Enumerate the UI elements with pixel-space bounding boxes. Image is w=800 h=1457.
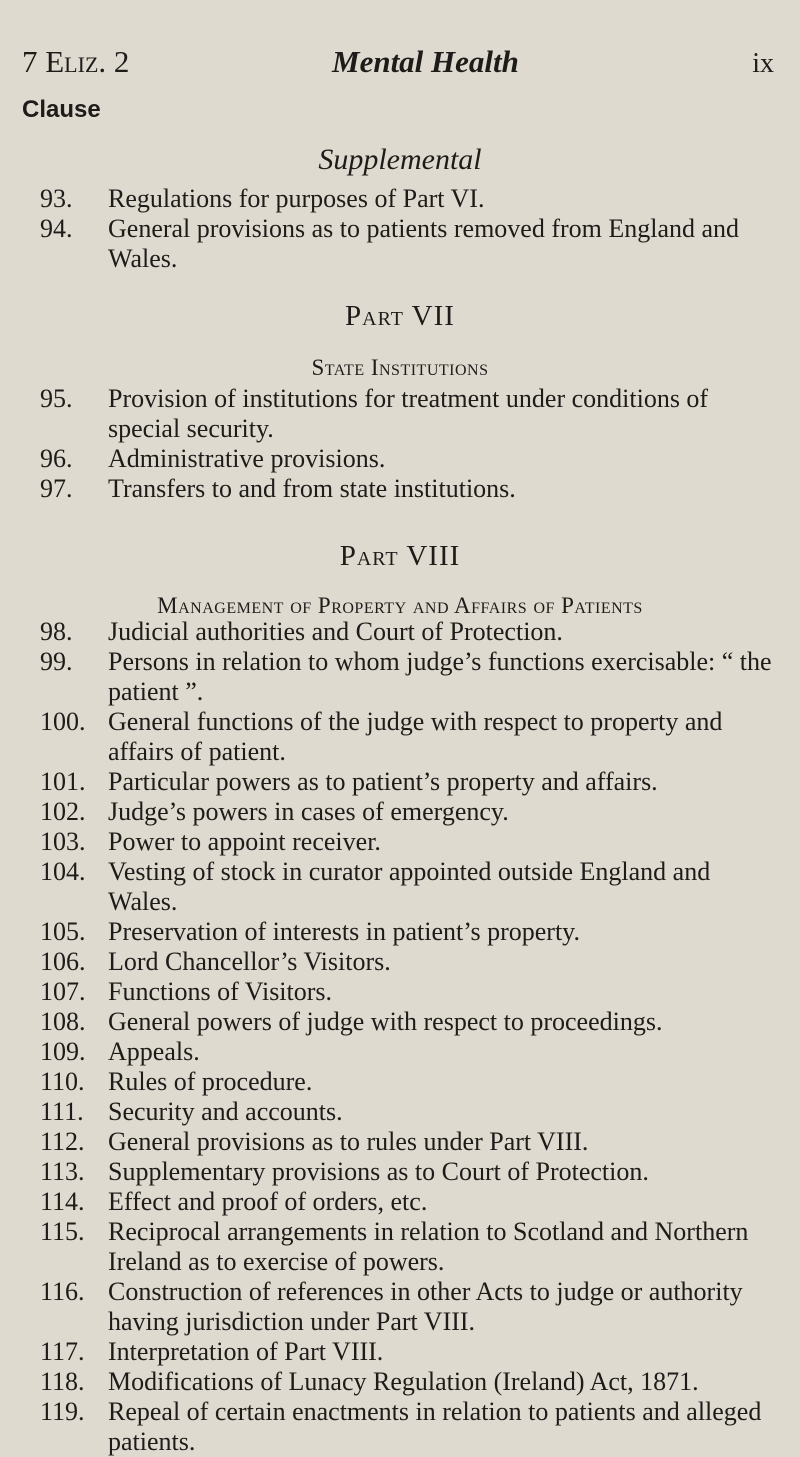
clause-number: 112.: [40, 1127, 85, 1156]
clause-number: 107.: [40, 977, 86, 1006]
clause-entry: [0, 1397, 800, 1457]
clause-entry: [0, 1367, 800, 1397]
clause-number: 119.: [40, 1397, 85, 1426]
clause-title: Appeals.: [108, 1037, 200, 1066]
part-viii-heading: Part VIII: [339, 540, 461, 572]
supplemental-entries: [0, 184, 800, 274]
clause-entry: [0, 947, 800, 977]
clause-number: 99.: [40, 647, 73, 676]
clause-title: Modifications of Lunacy Regulation (Ireland) Act, 1871.: [108, 1367, 699, 1396]
clause-title: Interpretation of Part VIII.: [108, 1337, 384, 1366]
clause-entry: [0, 647, 800, 707]
clause-number: 115.: [40, 1217, 85, 1246]
clause-number: 104.: [40, 857, 86, 886]
clause-entry: [0, 1157, 800, 1187]
clause-title: Rules of procedure.: [108, 1067, 313, 1096]
clause-entry: [0, 214, 800, 274]
clause-entry: [0, 1217, 800, 1277]
clause-title: Judicial authorities and Court of Protection.: [108, 617, 563, 646]
clause-entry: [0, 857, 800, 917]
clause-title: General provisions as to patients removed from England and Wales.: [108, 214, 740, 273]
clause-number: 94.: [40, 214, 73, 243]
clause-title: Judge’s powers in cases of emergency.: [108, 797, 509, 826]
clause-title: Transfers to and from state institutions.: [108, 474, 516, 503]
clause-number: 118.: [40, 1367, 85, 1396]
clause-column-label: Clause: [22, 96, 101, 123]
clause-entry: [0, 1337, 800, 1367]
clause-entry: [0, 474, 800, 504]
clause-title: Particular powers as to patient’s property and affairs.: [108, 767, 658, 796]
page-number: ix: [752, 48, 774, 79]
clause-entry: [0, 1067, 800, 1097]
clause-title: Repeal of certain enactments in relation to patients and alleged patients.: [108, 1397, 762, 1456]
clause-entry: [0, 184, 800, 214]
part-viii-entries: [0, 617, 800, 1457]
regnal-year: 7 Eliz. 2: [22, 44, 130, 79]
clause-number: 95.: [40, 384, 73, 413]
clause-entry: [0, 1097, 800, 1127]
clause-entry: [0, 1037, 800, 1067]
clause-title: Persons in relation to whom judge’s functions exercisable: “ the patient ”.: [108, 647, 772, 706]
clause-number: 111.: [40, 1097, 84, 1126]
clause-title: Regulations for purposes of Part VI.: [108, 184, 485, 213]
running-title: Mental Health: [332, 44, 519, 79]
clause-title: Functions of Visitors.: [108, 977, 333, 1006]
clause-title: Power to appoint receiver.: [108, 827, 381, 856]
clause-title: General powers of judge with respect to proceedings.: [108, 1007, 663, 1036]
clause-title: Provision of institutions for treatment under conditions of special security.: [108, 384, 709, 443]
clause-number: 117.: [40, 1337, 85, 1366]
clause-number: 100.: [40, 707, 86, 736]
clause-entry: [0, 1007, 800, 1037]
part-vii-heading: Part VII: [345, 300, 455, 332]
clause-entry: [0, 444, 800, 474]
part-vii-entries: [0, 384, 800, 504]
clause-entry: [0, 767, 800, 797]
clause-title: Effect and proof of orders, etc.: [108, 1187, 428, 1216]
clause-number: 98.: [40, 617, 73, 646]
clause-title: General provisions as to rules under Part VIII.: [108, 1127, 589, 1156]
clause-title: Security and accounts.: [108, 1097, 343, 1126]
clause-number: 103.: [40, 827, 86, 856]
clause-entry: [0, 617, 800, 647]
clause-entry: [0, 917, 800, 947]
clause-entry: [0, 1127, 800, 1157]
clause-number: 97.: [40, 474, 73, 503]
clause-entry: [0, 827, 800, 857]
section-heading-supplemental: Supplemental: [318, 143, 482, 176]
clause-entry: [0, 797, 800, 827]
clause-number: 109.: [40, 1037, 86, 1066]
clause-number: 105.: [40, 917, 86, 946]
clause-title: Preservation of interests in patient’s property.: [108, 917, 580, 946]
clause-number: 106.: [40, 947, 86, 976]
clause-number: 96.: [40, 444, 73, 473]
clause-title: Vesting of stock in curator appointed outside England and Wales.: [108, 857, 711, 916]
clause-entry: [0, 1187, 800, 1217]
clause-entry: [0, 977, 800, 1007]
clause-number: 101.: [40, 767, 86, 796]
clause-title: General functions of the judge with respect to property and affairs of patient.: [108, 707, 723, 766]
part-vii-subheading: State Institutions: [311, 355, 489, 380]
clause-title: Supplementary provisions as to Court of Protection.: [108, 1157, 649, 1186]
page-header: [22, 44, 774, 84]
clause-title: Administrative provisions.: [108, 444, 386, 473]
clause-title: Construction of references in other Acts to judge or authority having jurisdiction under Part VIII.: [108, 1277, 743, 1336]
part-viii-subheading: Management of Property and Affairs of Patients: [157, 593, 643, 618]
clause-number: 116.: [40, 1277, 85, 1306]
clause-number: 102.: [40, 797, 86, 826]
clause-entry: [0, 707, 800, 767]
clause-title: Reciprocal arrangements in relation to Scotland and Northern Ireland as to exercise of powers.: [108, 1217, 749, 1276]
clause-number: 110.: [40, 1067, 85, 1096]
clause-title: Lord Chancellor’s Visitors.: [108, 947, 391, 976]
clause-entry: [0, 384, 800, 444]
clause-number: 108.: [40, 1007, 86, 1036]
clause-number: 93.: [40, 184, 73, 213]
clause-number: 114.: [40, 1187, 85, 1216]
clause-number: 113.: [40, 1157, 85, 1186]
clause-entry: [0, 1277, 800, 1337]
